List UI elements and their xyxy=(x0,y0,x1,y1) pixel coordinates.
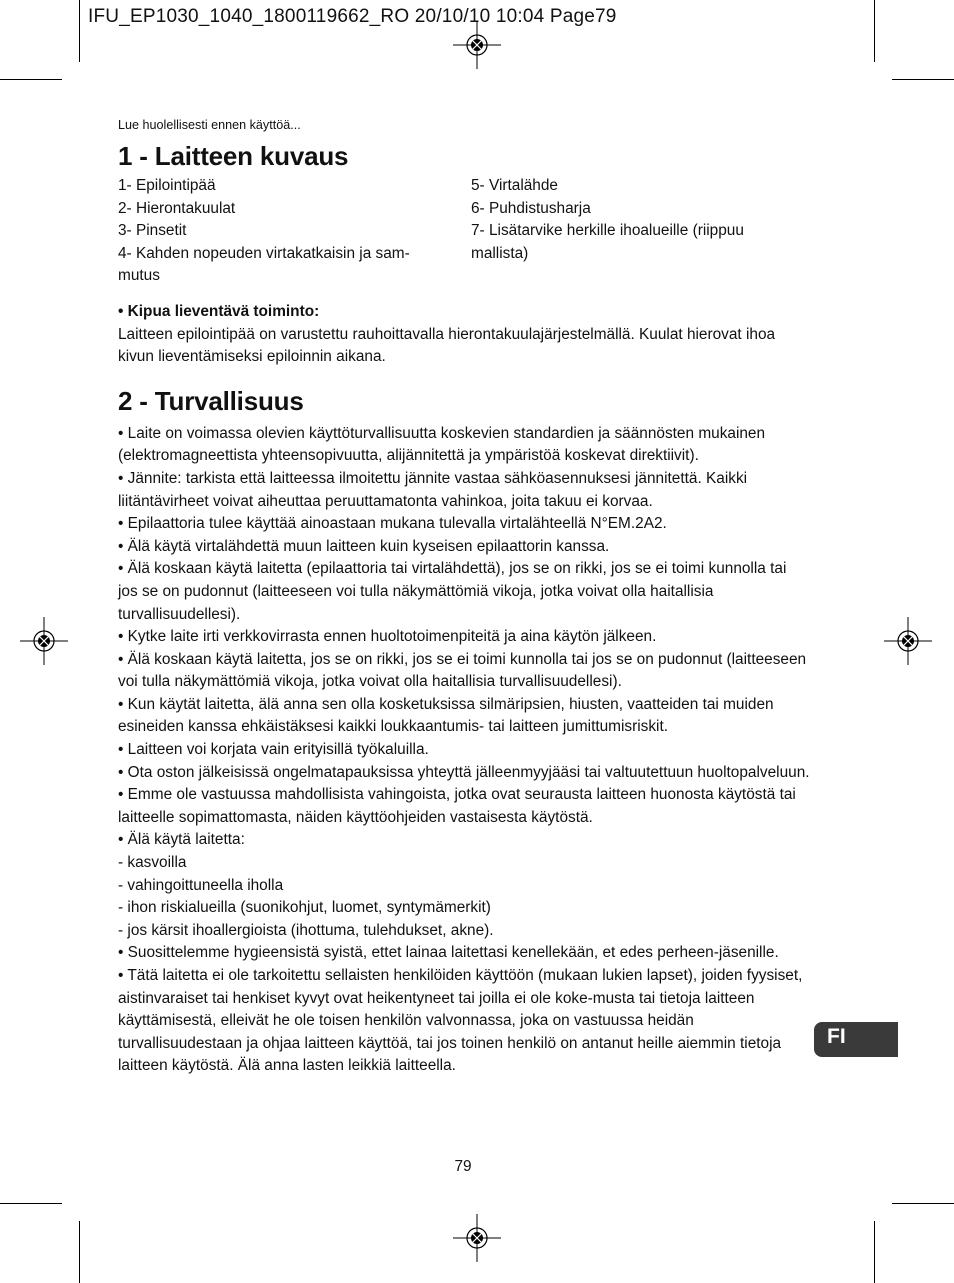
crop-mark xyxy=(892,1203,954,1204)
page-content xyxy=(118,116,810,1078)
list-item: • Laitteen voi korjata vain erityisillä työkaluilla. xyxy=(118,741,429,759)
list-item: • Ota oston jälkeisissä ongelmatapauksissa yhteyttä jälleenmyyjääsi tai valtuutettuun huoltopalveluun. xyxy=(118,763,810,781)
page-number: 79 xyxy=(454,1158,472,1175)
section-title-description: 1 - Laitteen kuvaus xyxy=(118,141,349,171)
feature-block xyxy=(118,301,810,369)
crop-mark xyxy=(874,1221,875,1283)
list-item: mallista) xyxy=(471,244,529,262)
list-item: 2- Hierontakuulat xyxy=(118,199,236,217)
crop-mark xyxy=(0,79,62,80)
crop-mark xyxy=(79,0,80,62)
list-item: • Älä käytä virtalähdettä muun laitteen kuin kyseisen epilaattorin kanssa. xyxy=(118,537,610,555)
crop-mark xyxy=(79,1221,80,1283)
list-item: mutus xyxy=(118,267,160,285)
parts-list xyxy=(118,175,810,288)
registration-mark-icon xyxy=(884,617,932,665)
list-item: • Älä käytä laitetta: xyxy=(118,831,245,849)
list-item: • Epilaattoria tulee käyttää ainoastaan mukana tulevalla virtalähteellä N°EM.2A2. xyxy=(118,515,667,533)
list-item: • Tätä laitetta ei ole tarkoitettu sellaisten henkilöiden käyttöön (mukaan lukien lapset), joiden fyysiset, aistinvaraiset tai henkiset kyvyt ovat heikentyneet tai joilla ei ole koke-musta tai tietoja laitteen käyttämisestä, elleivät he ole toisen henkilön valvonnassa, joka on vastuussa heidän turvallisuudestaan ja ohjaa laitteen käyttöä, tai jos toinen henkilö on antanut heille aiemmin tietoja laitteen käytöstä. Älä anna lasten leikkiä laitteella. xyxy=(118,967,803,1075)
feature-text: Laitteen epilointipää on varustettu rauhoittavalla hierontakuulajärjestelmällä. Kuulat hierovat ihoa kivun lieventämiseksi epiloinnin aikana. xyxy=(118,325,776,366)
list-item: • Kytke laite irti verkkovirrasta ennen huoltotoimenpiteitä ja aina käytön jälkeen. xyxy=(118,628,657,646)
crop-mark xyxy=(892,79,954,80)
list-item: 7- Lisätarvike herkille ihoalueille (riippuu xyxy=(471,222,744,240)
feature-title: • Kipua lieventävä toiminto: xyxy=(118,302,320,320)
list-item: 4- Kahden nopeuden virtakatkaisin ja sam- xyxy=(118,244,410,262)
list-item: - ihon riskialueilla (suonikohjut, luomet, syntymämerkit) xyxy=(118,899,491,917)
registration-mark-icon xyxy=(453,21,501,69)
list-item: • Älä koskaan käytä laitetta (epilaattoria tai virtalähdettä), jos se on rikki, jos se ei toimi kunnolla tai jos se on pudonnut (laitteeseen voi tulla näkymättömiä vikoja, jotka voivat olla haitallisia turvallisuudellesi). xyxy=(118,560,787,623)
printer-slug: IFU_EP1030_1040_1800119662_RO 20/10/10 10:04 Page79 xyxy=(88,6,617,27)
list-item: • Älä koskaan käytä laitetta, jos se on rikki, jos se ei toimi kunnolla tai jos se on pudonnut (laitteeseen voi tulla näkymättömiä vikoja, jotka voivat olla haitallisia turvallisuudellesi). xyxy=(118,650,807,691)
language-tab-label: FI xyxy=(827,1025,846,1048)
crop-mark xyxy=(874,0,875,62)
crop-mark xyxy=(0,1203,62,1204)
parts-list-right xyxy=(471,175,810,288)
section-title-safety: 2 - Turvallisuus xyxy=(118,385,304,416)
list-item: - kasvoilla xyxy=(118,854,187,872)
parts-list-left xyxy=(118,175,471,288)
list-item: • Jännite: tarkista että laitteessa ilmoitettu jännite vastaa sähköasennuksesi jännitettä. Kaikki liitäntävirheet voivat aiheuttaa peruuttamatonta vahinkoa, joita takuu ei korvaa. xyxy=(118,469,748,510)
list-item: • Emme ole vastuussa mahdollisista vahingoista, jotka ovat seurausta laitteen huonosta käytöstä tai laitteelle sopimattomasta, näiden käyttöohjeiden vastaisesta käytöstä. xyxy=(118,786,796,826)
list-item: - jos kärsit ihoallergioista (ihottuma, tulehdukset, akne). xyxy=(118,921,494,939)
list-item: 5- Virtalähde xyxy=(471,177,558,194)
safety-list xyxy=(118,423,810,1078)
list-item: • Suosittelemme hygieensistä syistä, ettet lainaa laitettasi kenellekään, et edes perheen-jäsenille. xyxy=(118,944,779,962)
lead-text: Lue huolellisesti ennen käyttöä... xyxy=(118,118,301,132)
list-item: 3- Pinsetit xyxy=(118,222,187,240)
list-item: - vahingoittuneella iholla xyxy=(118,876,284,894)
list-item: 6- Puhdistusharja xyxy=(471,199,591,217)
list-item: • Kun käytät laitetta, älä anna sen olla kosketuksissa silmäripsien, hiusten, vaatteiden tai muiden esineiden kanssa ehkäistäksesi kaikki loukkaantumis- tai laitteen jumittumisriskit. xyxy=(118,695,774,736)
list-item: • Laite on voimassa olevien käyttöturvallisuutta koskevien standardien ja säännösten mukainen (elektromagneettista yhteensopivuutta, alijännitettä ja ympäristöä koskevat direktiivit). xyxy=(118,424,766,465)
registration-mark-icon xyxy=(453,1214,501,1262)
registration-mark-icon xyxy=(20,617,68,665)
language-tab xyxy=(814,1022,898,1057)
list-item: 1- Epilointipää xyxy=(118,177,216,194)
